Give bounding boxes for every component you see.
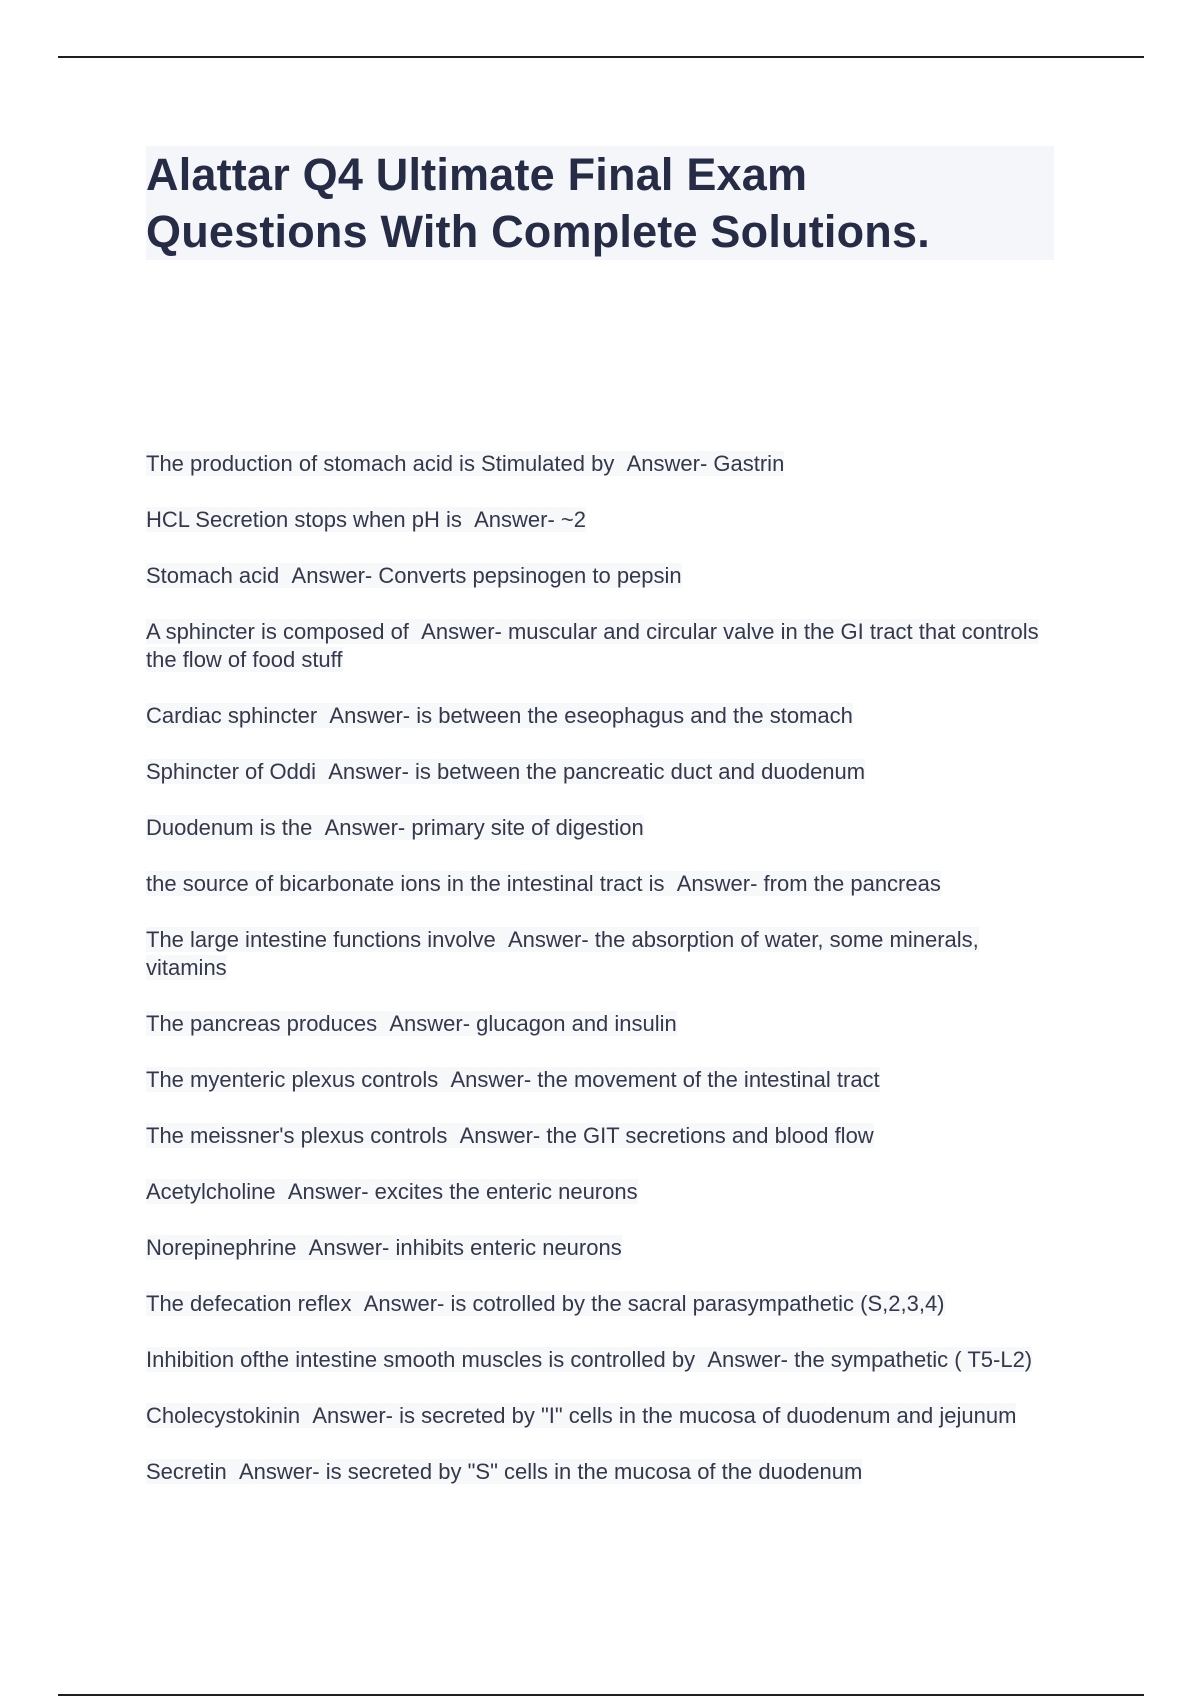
question: Inhibition ofthe intestine smooth muscles is controlled by bbox=[146, 1347, 696, 1372]
answer: Answer- the absorption of water, some minerals, vitamins bbox=[146, 927, 979, 980]
question: Norepinephrine bbox=[146, 1235, 297, 1260]
bottom-rule bbox=[58, 1694, 1144, 1696]
answer: Answer- is between the eseophagus and the stomach bbox=[329, 703, 853, 728]
answer: Answer- the sympathetic ( T5-L2) bbox=[707, 1347, 1033, 1372]
answer: Answer- is between the pancreatic duct and duodenum bbox=[328, 759, 866, 784]
answer: Answer- ~2 bbox=[474, 507, 587, 532]
qa-item bbox=[146, 562, 1046, 590]
question: Sphincter of Oddi bbox=[146, 759, 316, 784]
answer: Answer- the GIT secretions and blood flow bbox=[459, 1123, 874, 1148]
qa-item bbox=[146, 702, 1046, 730]
qa-item bbox=[146, 1234, 1046, 1262]
qa-item bbox=[146, 926, 1046, 982]
answer: Answer- primary site of digestion bbox=[324, 815, 644, 840]
document-title bbox=[146, 146, 1054, 260]
answer: Answer- muscular and circular valve in the GI tract that controls the flow of food stuff bbox=[146, 619, 1039, 672]
question: The production of stomach acid is Stimulated by bbox=[146, 451, 615, 476]
question: A sphincter is composed of bbox=[146, 619, 409, 644]
question: the source of bicarbonate ions in the intestinal tract is bbox=[146, 871, 665, 896]
answer: Answer- Converts pepsinogen to pepsin bbox=[291, 563, 682, 588]
answer: Answer- Gastrin bbox=[626, 451, 785, 476]
answer: Answer- inhibits enteric neurons bbox=[308, 1235, 622, 1260]
question: Secretin bbox=[146, 1459, 227, 1484]
qa-item bbox=[146, 1066, 1046, 1094]
question: The defecation reflex bbox=[146, 1291, 352, 1316]
answer: Answer- is cotrolled by the sacral parasympathetic (S,2,3,4) bbox=[363, 1291, 945, 1316]
question: The meissner's plexus controls bbox=[146, 1123, 448, 1148]
question: HCL Secretion stops when pH is bbox=[146, 507, 462, 532]
qa-item bbox=[146, 1458, 1046, 1486]
qa-item bbox=[146, 1346, 1046, 1374]
question: Acetylcholine bbox=[146, 1179, 276, 1204]
question: The pancreas produces bbox=[146, 1011, 378, 1036]
top-rule bbox=[58, 56, 1144, 58]
answer: Answer- from the pancreas bbox=[676, 871, 941, 896]
qa-item bbox=[146, 618, 1046, 674]
answer: Answer- excites the enteric neurons bbox=[287, 1179, 638, 1204]
qa-item bbox=[146, 814, 1046, 842]
answer: Answer- glucagon and insulin bbox=[389, 1011, 677, 1036]
qa-item bbox=[146, 1010, 1046, 1038]
qa-item bbox=[146, 870, 1046, 898]
question: The myenteric plexus controls bbox=[146, 1067, 439, 1092]
title-line-2: Questions With Complete Solutions. bbox=[146, 206, 930, 257]
qa-item bbox=[146, 506, 1046, 534]
answer: Answer- is secreted by "S" cells in the mucosa of the duodenum bbox=[238, 1459, 863, 1484]
question: Cardiac sphincter bbox=[146, 703, 318, 728]
qa-item bbox=[146, 1402, 1046, 1430]
qa-item bbox=[146, 450, 1046, 478]
title-line-1: Alattar Q4 Ultimate Final Exam bbox=[146, 149, 808, 200]
question: The large intestine functions involve bbox=[146, 927, 496, 952]
qa-item bbox=[146, 1290, 1046, 1318]
answer: Answer- is secreted by "I" cells in the mucosa of duodenum and jejunum bbox=[312, 1403, 1017, 1428]
question: Duodenum is the bbox=[146, 815, 313, 840]
qa-item bbox=[146, 1122, 1046, 1150]
question: Cholecystokinin bbox=[146, 1403, 301, 1428]
question: Stomach acid bbox=[146, 563, 280, 588]
answer: Answer- the movement of the intestinal tract bbox=[450, 1067, 880, 1092]
qa-list bbox=[146, 450, 1046, 1486]
qa-item bbox=[146, 1178, 1046, 1206]
qa-item bbox=[146, 758, 1046, 786]
